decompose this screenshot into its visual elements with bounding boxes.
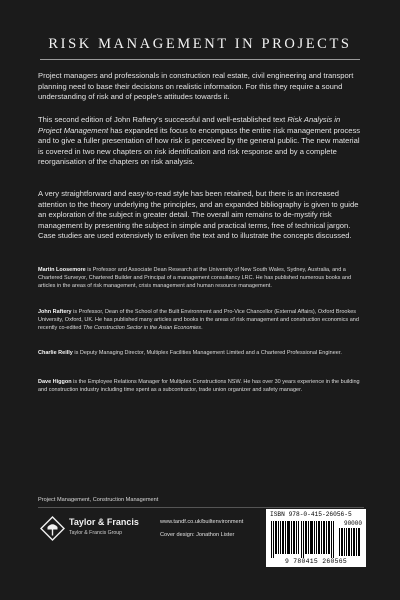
author-bio-raftery: John Raftery is Professor, Dean of the School of the Built Environment and Pro-Vice Chancellor (External Affairs), Oxford Brookes University, Oxford, UK. He has published many articles and books in the areas of risk management and construction economics and recently co-edited The Construction Sector in the Asian Economies.	[38, 309, 359, 332]
publisher-name: Taylor & Francis	[69, 517, 139, 527]
publisher-url: www.tandf.co.uk/builtenvironment	[160, 519, 244, 525]
barcode-panel	[266, 509, 366, 567]
author-name: Charlie Reilly	[38, 350, 73, 356]
price-barcode-bars	[339, 528, 361, 556]
title-rule	[40, 59, 360, 60]
isbn-label: ISBN 978-0-415-26056-5	[270, 511, 352, 518]
book-title: RISK MANAGEMENT IN PROJECTS	[48, 36, 352, 52]
taylor-francis-logo-icon	[40, 516, 65, 541]
author-name: Martin Loosemore	[38, 267, 86, 273]
description-paragraph-2: This second edition of John Raftery’s successful and well-established text Risk Analysis in Project Management has expanded its focus to encompass the entire risk management process and to give a fuller presentation of how risk is perceived by the general public. The new material is covered in two new chapters on risk identification and risk response and by a complete reorganisation of the chapters on risk analysis.	[38, 115, 361, 167]
author-bio-loosemore: Martin Loosemore is Professor and Associate Dean Research at the University of New South Wales, Sydney, Australia, and a Chartered Surveyor, Chartered Builder and Principal of a management consultancy LRC. He has published numerous books and articles in the areas of risk management, crisis management and human resource management.	[38, 267, 352, 290]
barcode-digits: 9 780415 260565	[284, 558, 348, 565]
barcode-bars	[271, 521, 335, 558]
publisher-group: Taylor & Francis Group	[69, 530, 123, 536]
description-paragraph-3: A very straightforward and easy-to-read style has been retained, but there is an increased attention to the theory underlying the principles, and an expanded bibliography is given to guide an exploration of the subject in greater detail. The overall aim remains to de-mystify risk management by presenting the subject in simple and practical terms, free of technical jargon. Case studies are used extensively to enliven the text and to illustrate the concepts discussed.	[38, 189, 359, 241]
author-name: John Raftery	[38, 309, 72, 315]
price-code: 90000	[343, 520, 362, 527]
subject-categories: Project Management, Construction Management	[38, 497, 159, 503]
footer-rule	[38, 507, 364, 508]
cover-design-credit: Cover design: Jonathon Lister	[160, 532, 235, 538]
description-paragraph-1: Project managers and professionals in construction real estate, civil engineering and transport planning need to base their decisions on realistic information. For this they require a sound understanding of risk and of people’s attitudes towards it.	[38, 71, 354, 102]
author-name: Dave Higgon	[38, 379, 72, 385]
author-bio-reilly: Charlie Reilly is Deputy Managing Director, Multiplex Facilities Management Limited and a Chartered Professional Engineer.	[38, 350, 342, 356]
author-bio-higgon: Dave Higgon is the Employee Relations Manager for Multiplex Constructions NSW. He has over 30 years experience in the building and construction industry including time spent as a subcontractor, trade union organizer and safety manager.	[38, 379, 360, 394]
book-reference: Risk Analysis in Project Management	[38, 115, 341, 135]
